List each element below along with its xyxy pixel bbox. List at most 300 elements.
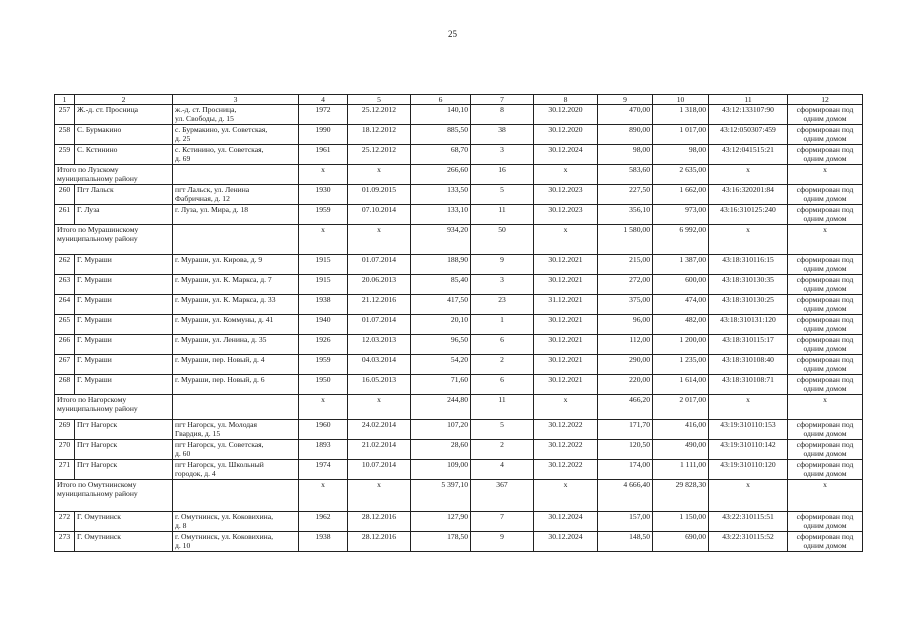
- status-cell: [788, 275, 863, 295]
- people-cell-line: 6: [500, 335, 504, 344]
- date-cell: [348, 480, 411, 512]
- cadastre-cell-line: 43:22:310115:52: [722, 532, 774, 541]
- cadastre-cell: [709, 480, 788, 512]
- area-cell: [411, 295, 471, 315]
- status-cell-line: одним домом: [803, 264, 847, 273]
- year-cell: [299, 440, 348, 460]
- deadline-cell-line: 30.12.2024: [548, 512, 583, 521]
- people-cell: [471, 532, 534, 552]
- value10-cell-line: 1 387,00: [679, 255, 706, 264]
- row-number-cell: [55, 185, 75, 205]
- cadastre-cell-line: x: [746, 225, 750, 234]
- row-number-cell-line: 260: [58, 185, 71, 194]
- area-cell-line: 20,10: [450, 315, 468, 324]
- cadastre-cell-line: 43:18:310130:35: [722, 275, 774, 284]
- status-cell-line: сформирован под: [796, 355, 854, 364]
- area-cell: [411, 355, 471, 375]
- deadline-cell-line: 30.12.2021: [548, 275, 583, 284]
- date-cell-line: 10.07.2014: [361, 460, 397, 469]
- date-cell: [348, 275, 411, 295]
- people-cell-line: 9: [500, 532, 504, 541]
- address-cell: [173, 395, 299, 420]
- district-total-label-line: муниципальному району: [57, 174, 138, 183]
- people-cell-line: 2: [500, 355, 504, 364]
- value9-cell-line: 98,00: [632, 145, 650, 154]
- year-cell-line: 1915: [315, 275, 331, 284]
- cadastre-cell: [709, 460, 788, 480]
- people-cell-line: 50: [498, 225, 506, 234]
- deadline-cell-line: 30.12.2021: [548, 355, 583, 364]
- value10-cell-line: 474,00: [685, 295, 706, 304]
- year-cell: [299, 295, 348, 315]
- address-cell: [173, 125, 299, 145]
- value9-cell: [598, 125, 653, 145]
- district-total-label: [55, 165, 173, 185]
- date-cell: [348, 440, 411, 460]
- status-cell: [788, 225, 863, 255]
- cadastre-cell: [709, 395, 788, 420]
- people-cell-line: 3: [500, 275, 504, 284]
- address-cell-line: г. Мураши, пер. Новый, д. 4: [175, 355, 265, 364]
- address-cell: [173, 225, 299, 255]
- settlement-cell-line: Ж.-д. ст. Просница: [77, 105, 139, 114]
- people-cell: [471, 125, 534, 145]
- settlement-cell: [75, 532, 173, 552]
- date-cell-line: x: [377, 165, 381, 174]
- date-cell: [348, 460, 411, 480]
- column-header: 11: [709, 95, 788, 105]
- people-cell: [471, 395, 534, 420]
- row-number-cell: [55, 125, 75, 145]
- settlement-cell: [75, 315, 173, 335]
- area-cell: [411, 420, 471, 440]
- column-header: 9: [598, 95, 653, 105]
- people-cell: [471, 225, 534, 255]
- date-cell-line: 25.12.2012: [361, 145, 397, 154]
- people-cell-line: 5: [500, 420, 504, 429]
- people-cell-line: 367: [496, 480, 508, 489]
- row-number-cell-line: 273: [58, 532, 71, 541]
- status-cell-line: сформирован под: [796, 375, 854, 384]
- settlement-cell: [75, 255, 173, 275]
- status-cell: [788, 255, 863, 275]
- table-row: [55, 375, 863, 395]
- area-cell: [411, 275, 471, 295]
- settlement-cell: [75, 375, 173, 395]
- cadastre-cell: [709, 275, 788, 295]
- address-cell: [173, 145, 299, 165]
- cadastre-cell-line: x: [746, 480, 750, 489]
- year-cell-line: 1962: [315, 512, 331, 521]
- deadline-cell: [534, 255, 598, 275]
- value9-cell-line: 466,20: [629, 395, 650, 404]
- cadastre-cell: [709, 165, 788, 185]
- address-cell-line: с. Бурмакино, ул. Советская,: [175, 125, 268, 134]
- address-cell-line: г. Мураши, ул. Ленина, д. 35: [175, 335, 267, 344]
- address-cell-line: г. Омутнинск, ул. Коковихина,: [175, 532, 273, 541]
- date-cell: [348, 420, 411, 440]
- value9-cell-line: 112,00: [629, 335, 650, 344]
- value9-cell: [598, 145, 653, 165]
- date-cell-line: 28.12.2016: [361, 532, 397, 541]
- deadline-cell-line: 30.12.2021: [548, 315, 583, 324]
- row-number-cell-line: 263: [58, 275, 71, 284]
- deadline-cell-line: 30.12.2024: [548, 532, 583, 541]
- year-cell: [299, 275, 348, 295]
- deadline-cell-line: 31.12.2021: [548, 295, 583, 304]
- row-number-cell-line: 261: [58, 205, 71, 214]
- value10-cell: [653, 512, 709, 532]
- area-cell-line: 71,60: [450, 375, 468, 384]
- area-cell-line: 885,50: [447, 125, 468, 134]
- date-cell: [348, 255, 411, 275]
- row-number-cell: [55, 255, 75, 275]
- address-cell: [173, 275, 299, 295]
- date-cell-line: x: [377, 395, 381, 404]
- row-number-cell-line: 265: [58, 315, 71, 324]
- area-cell-line: 5 397,10: [441, 480, 468, 489]
- date-cell: [348, 315, 411, 335]
- row-number-cell: [55, 355, 75, 375]
- people-cell: [471, 375, 534, 395]
- value10-cell-line: 416,00: [685, 420, 706, 429]
- people-cell: [471, 205, 534, 225]
- date-cell: [348, 532, 411, 552]
- value10-cell: [653, 145, 709, 165]
- settlement-cell: [75, 105, 173, 125]
- date-cell-line: 01.09.2015: [361, 185, 397, 194]
- year-cell: [299, 225, 348, 255]
- value9-cell-line: 220,00: [629, 375, 650, 384]
- row-number-cell-line: 258: [58, 125, 71, 134]
- year-cell-line: 1959: [315, 205, 331, 214]
- people-cell: [471, 480, 534, 512]
- status-cell-line: сформирован под: [796, 205, 854, 214]
- status-cell-line: сформирован под: [796, 185, 854, 194]
- row-number-cell-line: 266: [58, 335, 71, 344]
- area-cell-line: 188,90: [447, 255, 468, 264]
- value10-cell-line: 1 662,00: [679, 185, 706, 194]
- status-cell-line: сформирован под: [796, 335, 854, 344]
- deadline-cell: [534, 185, 598, 205]
- value10-cell-line: 1 111,00: [679, 460, 706, 469]
- deadline-cell-line: 30.12.2023: [548, 185, 583, 194]
- column-number-row: [55, 95, 863, 105]
- value10-cell-line: 6 992,00: [679, 225, 706, 234]
- area-cell: [411, 460, 471, 480]
- deadline-cell: [534, 512, 598, 532]
- deadline-cell-line: 30.12.2021: [548, 375, 583, 384]
- settlement-cell: [75, 145, 173, 165]
- address-cell-line: д. 10: [175, 541, 191, 550]
- status-cell: [788, 440, 863, 460]
- cadastre-cell: [709, 420, 788, 440]
- status-cell-line: одним домом: [803, 214, 847, 223]
- status-cell: [788, 295, 863, 315]
- status-cell-line: x: [823, 480, 827, 489]
- row-number-cell-line: 262: [58, 255, 71, 264]
- value10-cell-line: 490,00: [685, 440, 706, 449]
- cadastre-cell-line: 43:19:310110:120: [720, 460, 776, 469]
- date-cell: [348, 512, 411, 532]
- column-header: 2: [75, 95, 173, 105]
- area-cell: [411, 375, 471, 395]
- table-row: [55, 532, 863, 552]
- status-cell-line: сформирован под: [796, 255, 854, 264]
- address-cell-line: д. 69: [175, 154, 191, 163]
- area-cell: [411, 255, 471, 275]
- status-cell-line: сформирован под: [796, 532, 854, 541]
- people-cell: [471, 105, 534, 125]
- value10-cell: [653, 295, 709, 315]
- settlement-cell-line: Г. Мураши: [77, 335, 112, 344]
- status-cell: [788, 315, 863, 335]
- address-cell: [173, 185, 299, 205]
- deadline-cell: [534, 532, 598, 552]
- status-cell-line: одним домом: [803, 344, 847, 353]
- area-cell: [411, 512, 471, 532]
- value9-cell-line: 148,50: [629, 532, 650, 541]
- row-number-cell-line: 270: [58, 440, 71, 449]
- status-cell-line: x: [823, 165, 827, 174]
- column-header: 4: [299, 95, 348, 105]
- row-number-cell: [55, 460, 75, 480]
- people-cell-line: 23: [498, 295, 506, 304]
- column-header: 7: [471, 95, 534, 105]
- settlement-cell: [75, 420, 173, 440]
- cadastre-cell-line: 43:12:041515:21: [722, 145, 774, 154]
- area-cell-line: 133,50: [447, 185, 468, 194]
- value9-cell-line: 96,00: [632, 315, 650, 324]
- people-cell: [471, 295, 534, 315]
- row-number-cell: [55, 335, 75, 355]
- cadastre-cell-line: 43:19:310110:142: [720, 440, 776, 449]
- row-number-cell-line: 271: [58, 460, 71, 469]
- settlement-cell-line: Пгт Нагорск: [77, 440, 118, 449]
- area-cell: [411, 205, 471, 225]
- status-cell-line: одним домом: [803, 154, 847, 163]
- status-cell-line: сформирован под: [796, 440, 854, 449]
- status-cell-line: сформирован под: [796, 420, 854, 429]
- year-cell-line: 1960: [315, 420, 331, 429]
- value9-cell-line: 227,50: [629, 185, 650, 194]
- cadastre-cell-line: 43:22:310115:51: [722, 512, 774, 521]
- address-cell: [173, 295, 299, 315]
- value9-cell-line: 583,60: [629, 165, 650, 174]
- date-cell: [348, 125, 411, 145]
- row-number-cell-line: 272: [58, 512, 71, 521]
- year-cell-line: 1961: [315, 145, 331, 154]
- people-cell-line: 16: [498, 165, 506, 174]
- address-cell-line: Гвардия, д. 15: [175, 429, 221, 438]
- deadline-cell: [534, 440, 598, 460]
- status-cell-line: сформирован под: [796, 512, 854, 521]
- year-cell: [299, 165, 348, 185]
- deadline-cell: [534, 420, 598, 440]
- year-cell: [299, 512, 348, 532]
- area-cell: [411, 105, 471, 125]
- settlement-cell: [75, 335, 173, 355]
- status-cell: [788, 335, 863, 355]
- address-cell: [173, 165, 299, 185]
- address-cell: [173, 460, 299, 480]
- deadline-cell-line: 30.12.2023: [548, 205, 583, 214]
- row-number-cell-line: 268: [58, 375, 71, 384]
- district-total-label-line: муниципальному району: [57, 404, 138, 413]
- year-cell: [299, 395, 348, 420]
- value9-cell-line: 375,00: [629, 295, 650, 304]
- settlement-cell-line: Пгт Нагорск: [77, 420, 118, 429]
- value10-cell: [653, 480, 709, 512]
- date-cell: [348, 165, 411, 185]
- value10-cell: [653, 185, 709, 205]
- year-cell-line: 1938: [315, 295, 331, 304]
- status-cell: [788, 185, 863, 205]
- settlement-cell: [75, 205, 173, 225]
- district-total-label-line: Итого по Мурашинскому: [57, 225, 139, 234]
- table-row: [55, 355, 863, 375]
- district-total-row: [55, 395, 863, 420]
- value9-cell: [598, 185, 653, 205]
- deadline-cell-line: 30.12.2024: [548, 145, 583, 154]
- row-number-cell: [55, 105, 75, 125]
- address-cell-line: пгт Нагорск, ул. Советская,: [175, 440, 264, 449]
- value10-cell-line: 1 017,00: [679, 125, 706, 134]
- status-cell-line: одним домом: [803, 284, 847, 293]
- status-cell-line: одним домом: [803, 521, 847, 530]
- people-cell-line: 5: [500, 185, 504, 194]
- deadline-cell-line: x: [563, 395, 568, 404]
- value10-cell: [653, 375, 709, 395]
- address-cell: [173, 335, 299, 355]
- table-row: [55, 420, 863, 440]
- date-cell-line: 28.12.2016: [361, 512, 397, 521]
- table-row: [55, 512, 863, 532]
- value9-cell: [598, 420, 653, 440]
- people-cell-line: 3: [500, 145, 504, 154]
- date-cell: [348, 295, 411, 315]
- year-cell: [299, 532, 348, 552]
- area-cell-line: 244,80: [447, 395, 468, 404]
- deadline-cell-line: 30.12.2021: [548, 255, 583, 264]
- people-cell: [471, 275, 534, 295]
- cadastre-cell: [709, 440, 788, 460]
- column-header: 3: [173, 95, 299, 105]
- deadline-cell-line: 30.12.2022: [548, 460, 583, 469]
- settlement-cell-line: Г. Мураши: [77, 275, 112, 284]
- address-cell: [173, 105, 299, 125]
- address-cell-line: г. Омутнинск, ул. Коковихина,: [175, 512, 273, 521]
- year-cell-line: 1915: [315, 255, 331, 264]
- row-number-cell: [55, 532, 75, 552]
- value10-cell-line: 690,00: [685, 532, 706, 541]
- value10-cell: [653, 395, 709, 420]
- date-cell-line: 21.12.2016: [361, 295, 397, 304]
- district-total-label-line: муниципальному району: [57, 489, 138, 498]
- value10-cell-line: 1 614,00: [679, 375, 706, 384]
- deadline-cell: [534, 480, 598, 512]
- district-total-row: [55, 165, 863, 185]
- area-cell: [411, 185, 471, 205]
- cadastre-cell-line: 43:18:310130:25: [722, 295, 774, 304]
- address-cell-line: пгт Нагорск, ул. Молодая: [175, 420, 258, 429]
- cadastre-cell-line: 43:18:310108:71: [722, 375, 774, 384]
- year-cell-line: 1974: [315, 460, 331, 469]
- value10-cell: [653, 440, 709, 460]
- date-cell: [348, 185, 411, 205]
- date-cell: [348, 225, 411, 255]
- area-cell-line: 54,20: [450, 355, 468, 364]
- value10-cell-line: 98,00: [688, 145, 706, 154]
- address-cell-line: г. Мураши, пер. Новый, д. 6: [175, 375, 265, 384]
- status-cell-line: сформирован под: [796, 295, 854, 304]
- table-row: [55, 275, 863, 295]
- area-cell: [411, 315, 471, 335]
- deadline-cell: [534, 205, 598, 225]
- deadline-cell: [534, 105, 598, 125]
- status-cell: [788, 165, 863, 185]
- area-cell: [411, 532, 471, 552]
- value10-cell-line: 2 635,00: [679, 165, 706, 174]
- area-cell: [411, 395, 471, 420]
- value9-cell-line: 171,70: [629, 420, 650, 429]
- status-cell: [788, 420, 863, 440]
- area-cell: [411, 225, 471, 255]
- area-cell-line: 178,50: [447, 532, 468, 541]
- value10-cell: [653, 165, 709, 185]
- value10-cell: [653, 460, 709, 480]
- year-cell-line: 1930: [315, 185, 331, 194]
- deadline-cell: [534, 275, 598, 295]
- value9-cell: [598, 315, 653, 335]
- value10-cell: [653, 420, 709, 440]
- district-total-label-line: Итого по Омутнинскому: [57, 480, 137, 489]
- settlement-cell-line: Г. Мураши: [77, 375, 112, 384]
- value9-cell: [598, 165, 653, 185]
- value9-cell: [598, 480, 653, 512]
- status-cell: [788, 480, 863, 512]
- table-row: [55, 295, 863, 315]
- address-cell-line: г. Мураши, ул. Коммуны, д. 41: [175, 315, 274, 324]
- year-cell-line: 1950: [315, 375, 331, 384]
- settlement-cell-line: Г. Мураши: [77, 295, 112, 304]
- district-total-label: [55, 225, 173, 255]
- cadastre-cell: [709, 355, 788, 375]
- status-cell-line: сформирован под: [796, 460, 854, 469]
- row-number-cell: [55, 145, 75, 165]
- deadline-cell: [534, 460, 598, 480]
- row-number-cell: [55, 315, 75, 335]
- value10-cell-line: 1 200,00: [679, 335, 706, 344]
- area-cell-line: 133,10: [447, 205, 468, 214]
- status-cell-line: одним домом: [803, 469, 847, 478]
- settlement-cell-line: Г. Мураши: [77, 255, 112, 264]
- address-cell-line: ул. Свободы, д. 15: [175, 114, 234, 123]
- value10-cell: [653, 532, 709, 552]
- date-cell-line: 12.03.2013: [361, 335, 397, 344]
- value9-cell-line: 215,00: [629, 255, 650, 264]
- settlement-cell: [75, 125, 173, 145]
- cadastre-cell: [709, 205, 788, 225]
- date-cell: [348, 355, 411, 375]
- people-cell: [471, 185, 534, 205]
- deadline-cell: [534, 315, 598, 335]
- row-number-cell-line: 264: [58, 295, 71, 304]
- year-cell: [299, 460, 348, 480]
- status-cell: [788, 105, 863, 125]
- status-cell-line: x: [823, 225, 827, 234]
- cadastre-cell: [709, 125, 788, 145]
